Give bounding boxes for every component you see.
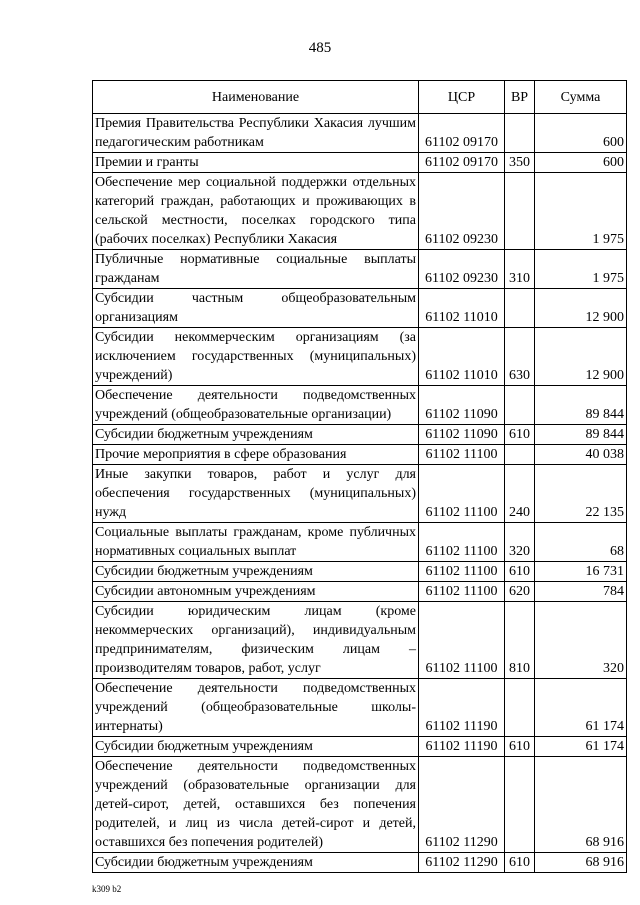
row-sum-cell: 12 900 (535, 328, 627, 386)
row-sum-cell: 320 (535, 602, 627, 679)
row-csr-cell: 61102 11100 (419, 582, 505, 602)
row-sum-cell: 68 916 (535, 757, 627, 853)
table-header-row (93, 81, 627, 114)
row-name-cell: Субсидии бюджетным учреждениям (93, 737, 419, 757)
table-row (93, 853, 627, 873)
row-csr-cell: 61102 11100 (419, 445, 505, 465)
row-vr-cell: 320 (505, 523, 535, 562)
row-csr-cell: 61102 11190 (419, 679, 505, 737)
row-sum-cell: 61 174 (535, 737, 627, 757)
row-sum-cell: 40 038 (535, 445, 627, 465)
row-csr-cell: 61102 11100 (419, 465, 505, 523)
table-row (93, 737, 627, 757)
table-row (93, 562, 627, 582)
row-csr-cell: 61102 11290 (419, 853, 505, 873)
row-csr-cell: 61102 11010 (419, 289, 505, 328)
row-sum-cell: 1 975 (535, 173, 627, 250)
row-name-cell: Обеспечение мер социальной поддержки отдельных категорий граждан, работающих и проживающих в сельской местности, поселках городского типа (рабочих поселках) Республики Хакасия (93, 173, 419, 250)
row-name-cell: Премия Правительства Республики Хакасия лучшим педагогическим работникам (93, 114, 419, 153)
row-name-cell: Обеспечение деятельности подведомственных учреждений (общеобразовательные школы-интернаты) (93, 679, 419, 737)
page-number: 485 (308, 40, 332, 56)
row-csr-cell: 61102 11100 (419, 562, 505, 582)
row-csr-cell: 61102 11190 (419, 737, 505, 757)
table-row (93, 602, 627, 679)
footer-code: k309 b2 (92, 884, 122, 894)
table-row (93, 523, 627, 562)
header-name: Наименование (93, 81, 419, 114)
row-sum-cell: 600 (535, 153, 627, 173)
table-row (93, 465, 627, 523)
table-row (93, 289, 627, 328)
row-vr-cell: 810 (505, 602, 535, 679)
row-sum-cell: 784 (535, 582, 627, 602)
row-sum-cell: 68 916 (535, 853, 627, 873)
row-name-cell: Субсидии автономным учреждениям (93, 582, 419, 602)
row-vr-cell (505, 679, 535, 737)
table-row (93, 153, 627, 173)
header-sum: Сумма (535, 81, 627, 114)
table-row (93, 328, 627, 386)
row-name-cell: Субсидии бюджетным учреждениям (93, 853, 419, 873)
table-row (93, 425, 627, 445)
row-name-cell: Иные закупки товаров, работ и услуг для обеспечения государственных (муниципальных) нужд (93, 465, 419, 523)
row-name-cell: Обеспечение деятельности подведомственных учреждений (образовательные организации для детей-сирот, детей, оставшихся без попечения родителей, и лиц из числа детей-сирот и детей, оставшихся без попечения родителей) (93, 757, 419, 853)
row-name-cell: Публичные нормативные социальные выплаты гражданам (93, 250, 419, 289)
row-name-cell: Социальные выплаты гражданам, кроме публичных нормативных социальных выплат (93, 523, 419, 562)
row-name-cell: Премии и гранты (93, 153, 419, 173)
row-name-cell: Субсидии бюджетным учреждениям (93, 425, 419, 445)
row-sum-cell: 61 174 (535, 679, 627, 737)
row-csr-cell: 61102 09170 (419, 153, 505, 173)
row-vr-cell (505, 289, 535, 328)
table-row (93, 173, 627, 250)
row-csr-cell: 61102 11100 (419, 523, 505, 562)
row-sum-cell: 16 731 (535, 562, 627, 582)
row-sum-cell: 22 135 (535, 465, 627, 523)
row-name-cell: Субсидии частным общеобразовательным организациям (93, 289, 419, 328)
row-csr-cell: 61102 09170 (419, 114, 505, 153)
row-sum-cell: 89 844 (535, 386, 627, 425)
row-name-cell: Субсидии бюджетным учреждениям (93, 562, 419, 582)
row-vr-cell: 610 (505, 737, 535, 757)
row-sum-cell: 12 900 (535, 289, 627, 328)
row-sum-cell: 600 (535, 114, 627, 153)
row-sum-cell: 89 844 (535, 425, 627, 445)
row-csr-cell: 61102 09230 (419, 173, 505, 250)
row-vr-cell: 610 (505, 853, 535, 873)
row-csr-cell: 61102 11290 (419, 757, 505, 853)
row-vr-cell: 620 (505, 582, 535, 602)
table-row (93, 114, 627, 153)
row-vr-cell: 610 (505, 562, 535, 582)
row-sum-cell: 68 (535, 523, 627, 562)
budget-table (92, 80, 627, 873)
row-vr-cell: 350 (505, 153, 535, 173)
row-name-cell: Субсидии юридическим лицам (кроме некоммерческих организаций), индивидуальным предпринимателям, физическим лицам – производителям товаров, работ, услуг (93, 602, 419, 679)
row-csr-cell: 61102 09230 (419, 250, 505, 289)
table-row (93, 679, 627, 737)
table-row (93, 582, 627, 602)
row-csr-cell: 61102 11090 (419, 425, 505, 445)
row-csr-cell: 61102 11010 (419, 328, 505, 386)
table-row (93, 757, 627, 853)
table-row (93, 445, 627, 465)
row-vr-cell (505, 445, 535, 465)
row-vr-cell (505, 173, 535, 250)
row-name-cell: Обеспечение деятельности подведомственных учреждений (общеобразовательные организации) (93, 386, 419, 425)
row-vr-cell: 310 (505, 250, 535, 289)
row-name-cell: Субсидии некоммерческим организациям (за исключением государственных (муниципальных) учреждений) (93, 328, 419, 386)
row-vr-cell: 630 (505, 328, 535, 386)
row-name-cell: Прочие мероприятия в сфере образования (93, 445, 419, 465)
row-csr-cell: 61102 11100 (419, 602, 505, 679)
row-vr-cell: 610 (505, 425, 535, 445)
row-vr-cell: 240 (505, 465, 535, 523)
row-sum-cell: 1 975 (535, 250, 627, 289)
row-vr-cell (505, 386, 535, 425)
row-vr-cell (505, 114, 535, 153)
row-vr-cell (505, 757, 535, 853)
header-csr: ЦСР (419, 81, 505, 114)
header-vr: ВР (505, 81, 535, 114)
table-row (93, 250, 627, 289)
row-csr-cell: 61102 11090 (419, 386, 505, 425)
table-row (93, 386, 627, 425)
